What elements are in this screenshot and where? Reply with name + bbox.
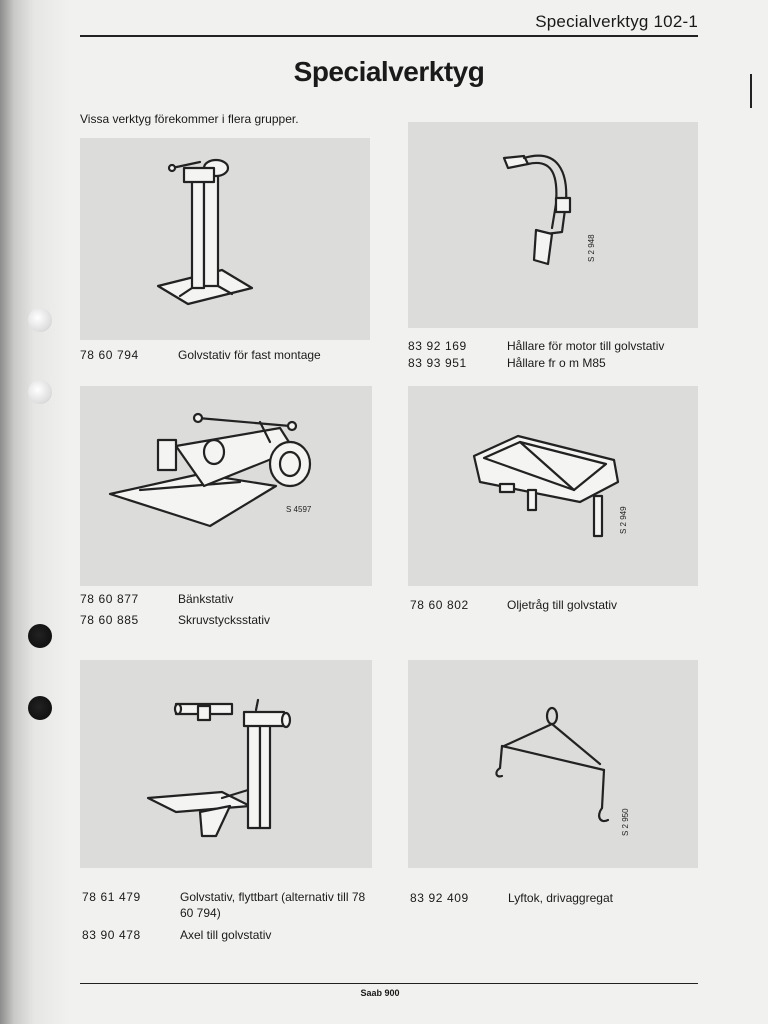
part-description: Skruvstycksstativ xyxy=(178,613,271,627)
header-rule xyxy=(80,35,698,37)
punch-hole xyxy=(28,308,52,332)
part-description: Axel till golvstativ xyxy=(180,928,272,942)
intro-text: Vissa verktyg förekommer i flera grupper. xyxy=(80,112,299,126)
tool-illustration-lifting-yoke xyxy=(408,660,698,868)
mobile-floor-stand-drawing xyxy=(80,660,372,868)
part-description: Hållare för motor till golvstativ xyxy=(507,339,665,353)
figure-code: S 2 948 xyxy=(587,234,596,262)
svg-text:S 4597: S 4597 xyxy=(286,505,312,514)
tool-illustration-bench-stand xyxy=(80,386,372,586)
oil-tray-drawing xyxy=(408,386,698,586)
part-description: Golvstativ för fast montage xyxy=(178,348,321,362)
part-number: 83 92 169 xyxy=(408,339,467,353)
page-title: Specialverktyg xyxy=(293,56,485,87)
floor-stand-drawing xyxy=(80,138,370,340)
punch-hole xyxy=(28,696,52,720)
part-number: 83 90 478 xyxy=(82,928,141,942)
punch-hole xyxy=(28,624,52,648)
margin-mark xyxy=(750,74,752,108)
part-number: 83 93 951 xyxy=(408,356,467,370)
lifting-yoke-drawing xyxy=(408,660,698,868)
footer-rule xyxy=(80,983,698,984)
punch-hole xyxy=(28,380,52,404)
part-number: 78 61 479 xyxy=(82,890,141,904)
figure-code: S 2 950 xyxy=(621,808,630,836)
part-description: Golvstativ, flyttbart (alternativ till 78 60 794) xyxy=(180,890,366,920)
tool-illustration-mobile-floor-stand xyxy=(80,660,372,868)
tool-illustration-engine-holder xyxy=(408,122,698,328)
section-title: Specialverktyg 102-1 xyxy=(535,12,698,31)
figure-code: S 2 949 xyxy=(619,506,628,534)
bench-stand-drawing xyxy=(80,386,372,586)
part-description: Lyftok, drivaggregat xyxy=(508,891,613,905)
part-number: 78 60 877 xyxy=(80,592,139,606)
part-description: Oljetråg till golvstativ xyxy=(507,598,618,612)
engine-holder-drawing xyxy=(408,122,698,328)
part-number: 78 60 802 xyxy=(410,598,469,612)
binder-edge xyxy=(0,0,70,1024)
tool-illustration-oil-tray xyxy=(408,386,698,586)
part-description: Hållare fr o m M85 xyxy=(507,356,606,370)
part-description: Bänkstativ xyxy=(178,592,234,606)
part-number: 83 92 409 xyxy=(410,891,469,905)
part-number: 78 60 885 xyxy=(80,613,139,627)
tool-illustration-floor-stand xyxy=(80,138,370,340)
footer-label: Saab 900 xyxy=(360,988,400,998)
part-number: 78 60 794 xyxy=(80,348,139,362)
